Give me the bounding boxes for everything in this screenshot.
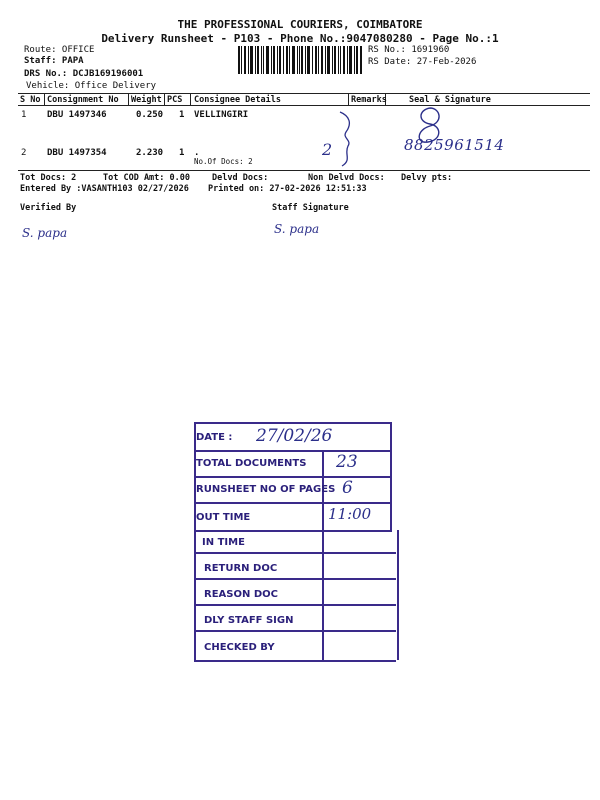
printed-on: Printed on: 27-02-2026 12:51:33 xyxy=(208,184,367,194)
stamp-out-time-value: 11:00 xyxy=(328,505,372,523)
stamp-rule xyxy=(196,660,396,662)
handwritten-phone: 8825961514 xyxy=(404,136,505,154)
row2-sno: 2 xyxy=(21,148,27,158)
entered-by: Entered By :VASANTH103 02/27/2026 xyxy=(20,184,189,194)
remarks-handwriting: 2 xyxy=(322,140,333,159)
stamp-rule xyxy=(196,604,396,606)
row1-consignee: VELLINGIRI xyxy=(194,110,249,120)
col-header-sno: S No xyxy=(20,95,41,105)
col-divider xyxy=(164,93,165,105)
stamp-border-right xyxy=(397,530,399,660)
stamp-total-documents-label: TOTAL DOCUMENTS xyxy=(196,458,307,469)
delivery-points: Delvy pts: xyxy=(401,173,453,183)
stamp-rule xyxy=(194,530,390,532)
col-header-pcs: PCS xyxy=(167,95,183,105)
row1-consignment: DBU 1497346 xyxy=(47,110,107,120)
staff-handwritten-signature: S. papa xyxy=(274,222,320,236)
table-header-rule xyxy=(18,105,590,106)
row2-consignee: . xyxy=(194,148,200,158)
verified-signature: S. papa xyxy=(22,226,68,240)
company-name: THE PROFESSIONAL COURIERS, COIMBATORE xyxy=(177,18,423,31)
row1-pcs: 1 xyxy=(179,110,185,120)
stamp-in-time-label: IN TIME xyxy=(202,537,245,548)
col-divider xyxy=(190,93,191,105)
row2-weight: 2.230 xyxy=(136,148,164,158)
stamp-rule xyxy=(194,476,390,478)
brace-mark xyxy=(336,110,358,168)
stamp-rule xyxy=(196,552,396,554)
stamp-out-time-label: OUT TIME xyxy=(196,512,251,523)
stamp-rule xyxy=(194,422,390,424)
stamp-date-value: 27/02/26 xyxy=(256,426,333,446)
col-divider xyxy=(348,93,349,105)
stamp-pages-label: RUNSHEET NO OF PAGES xyxy=(196,484,336,495)
col-header-consignee: Consignee Details xyxy=(194,95,281,105)
stamp-return-doc-label: RETURN DOC xyxy=(204,563,278,574)
stamp-rule xyxy=(194,502,390,504)
row1-weight: 0.250 xyxy=(136,110,164,120)
barcode xyxy=(238,46,362,74)
stamp-total-documents-value: 23 xyxy=(336,452,358,472)
col-divider xyxy=(44,93,45,105)
col-header-remarks: Remarks xyxy=(351,95,387,105)
col-header-consignment: Consignment No xyxy=(47,95,119,105)
staff-label: Staff: PAPA xyxy=(24,56,84,66)
row2-consignment: DBU 1497354 xyxy=(47,148,107,158)
non-delivered-docs: Non Delvd Docs: xyxy=(308,173,385,183)
verified-by-label: Verified By xyxy=(20,203,77,213)
vehicle-label: Vehicle: Office Delivery xyxy=(26,81,157,91)
stamp-date-label: DATE : xyxy=(196,432,233,443)
drs-number: DRS No.: DCJB169196001 xyxy=(24,69,144,79)
col-header-seal: Seal & Signature xyxy=(409,95,491,105)
rs-date: RS Date: 27-Feb-2026 xyxy=(368,57,477,67)
route-label: Route: OFFICE xyxy=(24,45,95,55)
total-cod: Tot COD Amt: 0.00 xyxy=(103,173,190,183)
col-divider xyxy=(128,93,129,105)
stamp-pages-value: 6 xyxy=(342,478,353,498)
runsheet-title: Delivery Runsheet - P103 - Phone No.:9047080280 - Page No.:1 xyxy=(101,32,499,45)
stamp-reason-doc-label: REASON DOC xyxy=(204,589,278,600)
stamp-border-right xyxy=(390,422,392,532)
stamp-rule xyxy=(196,630,396,632)
col-header-weight: Weight xyxy=(131,95,162,105)
stamp-checked-by-label: CHECKED BY xyxy=(204,642,275,653)
table-top-rule xyxy=(18,93,590,94)
total-docs: Tot Docs: 2 xyxy=(20,173,77,183)
stamp-rule xyxy=(194,450,390,452)
row1-sno: 1 xyxy=(21,110,27,120)
stamp-rule xyxy=(196,578,396,580)
staff-signature-label: Staff Signature xyxy=(272,203,349,213)
table-bottom-rule xyxy=(18,170,590,171)
row2-docs-count: No.Of Docs: 2 xyxy=(194,157,253,166)
rs-number: RS No.: 1691960 xyxy=(368,45,450,55)
stamp-dly-staff-sign-label: DLY STAFF SIGN xyxy=(204,615,294,626)
delivered-docs: Delvd Docs: xyxy=(212,173,269,183)
row2-pcs: 1 xyxy=(179,148,185,158)
